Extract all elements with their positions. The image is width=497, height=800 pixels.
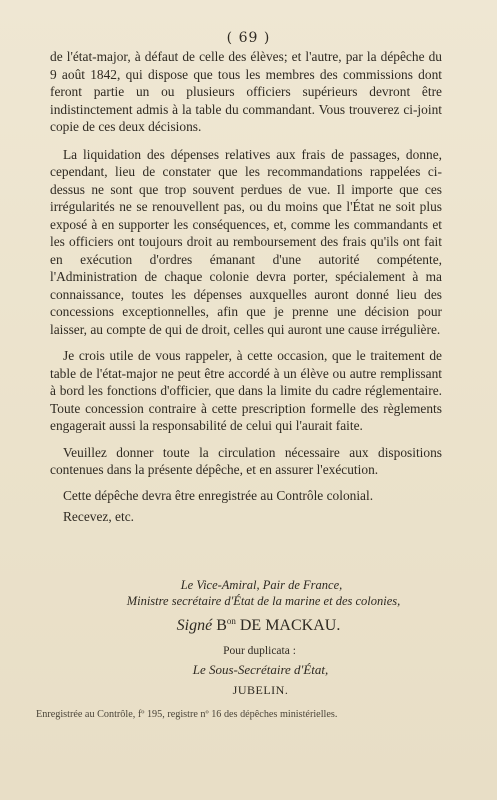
duplicate-signatory-title: Le Sous-Secrétaire d'État,: [192, 662, 329, 677]
signatory-rank: Le Vice-Amiral, Pair de France,: [180, 578, 343, 592]
page-number: ( 69 ): [226, 30, 271, 46]
paragraph-circulation: Veuillez donner toute la circulation nécessaire aux dispositions contenues dans la présente dépêche, et en assurer l'exécution.: [50, 444, 442, 477]
paragraph-liquidation: La liquidation des dépenses relatives aux frais de passages, donne, cependant, lieu de constater que les recommandations rappelées ci-dessus ne sont que trop souvent perdues de vue. Il importe que ces irrégularités ne se renouvellent pas, ou du moins que l'État ne soit plus exposé à en supporter les conséquences, et, comme les commandants et les officiers ont toujours droit au remboursement des frais qu'ils ont fait en exécution d'ordres émanant d'une autorité compétente, l'Administration de chaque colonie devra porter, spécialement à ma connaissance, toutes les dépenses auxquelles auront donné lieu des concessions exceptionnelles, afin que je prenne une décision pour laisser, au compte de qui de droit, celles qui auront une cause irrégulière.: [50, 146, 442, 337]
duplicate-label: Pour duplicata :: [223, 645, 296, 657]
signature-block: [0, 616, 497, 635]
title-abbreviation: $B^{on}$: [216, 616, 236, 634]
paragraph-registration-request: Cette dépêche devra être enregistrée au Contrôle colonial.: [63, 487, 374, 503]
paragraph-reminder: Je crois utile de vous rappeler, à cette occasion, que le traitement de table de l'état-major ne peut être accordé à un élève ou autre remplissant à bord les fonctions d'officier, que dans la limite du cadre réglementaire. Toute concession contraire à cette prescription formelle des règlements engagerait aussi la responsabilité de celui qui l'aurait faite.: [50, 348, 442, 433]
signatory-office: Ministre secrétaire d'État de la marine et des colonies,: [126, 594, 401, 608]
signatory-name: DE MACKAU.: [239, 617, 341, 634]
duplicate-signatory-name: JUBELIN.: [232, 683, 289, 697]
paragraph-continuation: de l'état-major, à défaut de celle des élèves; et l'autre, par la dépêche du 9 août 1842, qui dispose que tous les membres des commissions dont feront partie un ou plusieurs officiers supérieurs devront être indistinctement admis à la table du commandant. Vous trouverez ci-joint copie de ces deux décisions.: [50, 49, 442, 134]
letter-body: [50, 48, 442, 526]
signed-word: Signé: [176, 617, 213, 634]
closing-greeting: Recevez, etc.: [63, 509, 134, 524]
registration-note: Enregistrée au Contrôle, fº 195, registre nº 16 des dépêches ministérielles.: [36, 709, 338, 720]
